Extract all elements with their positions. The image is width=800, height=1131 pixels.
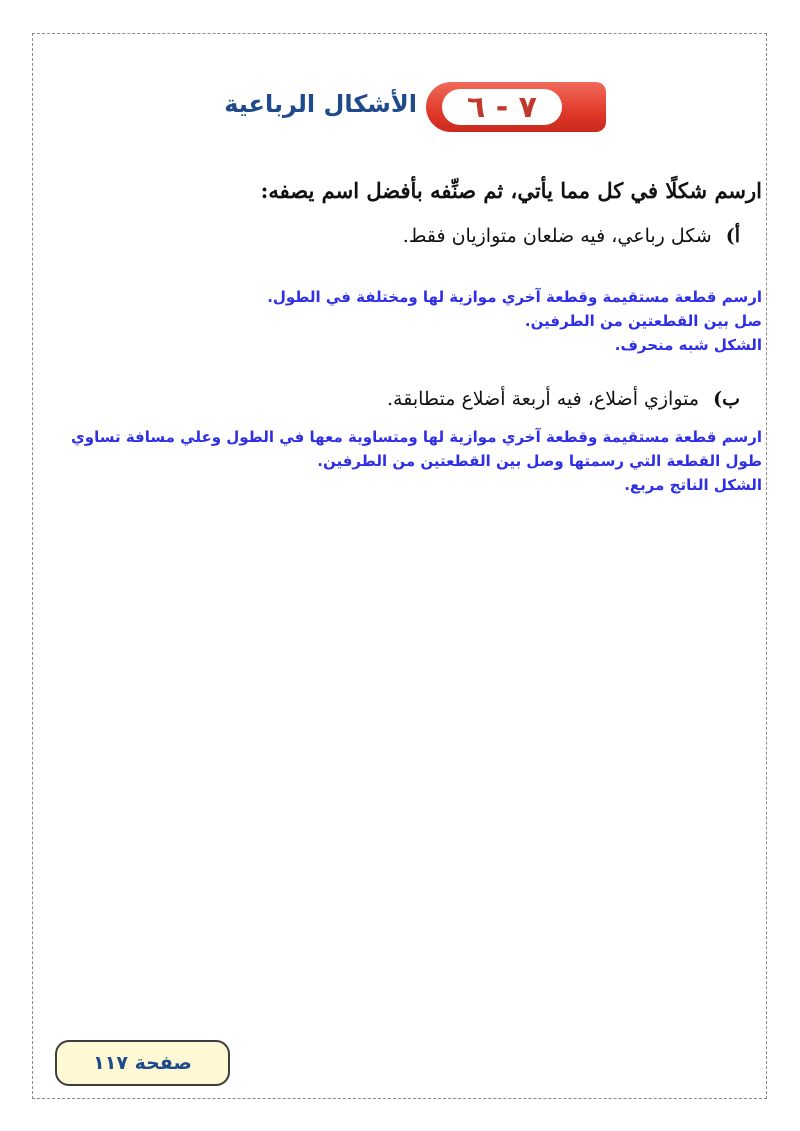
answer-a-line: ارسم قطعة مستقيمة وقطعة آخري موازية لها ومختلفة في الطول. — [267, 288, 762, 306]
answer-a-line: صل بين القطعتين من الطرفين. — [524, 312, 762, 330]
question-a — [80, 225, 740, 247]
answer-a — [32, 285, 762, 357]
lesson-number-pill — [442, 89, 562, 125]
question-a-text: شكل رباعي، فيه ضلعان متوازيان فقط. — [402, 225, 712, 247]
question-b-text: متوازي أضلاع، فيه أربعة أضلاع متطابقة. — [387, 388, 700, 410]
instruction-text: ارسم شكلًا في كل مما يأتي، ثم صنِّفه بأفضل اسم يصفه: — [260, 178, 762, 203]
lesson-number: ٧ - ٦ — [467, 89, 537, 125]
answer-b — [32, 425, 762, 497]
question-a-letter: أ) — [725, 225, 740, 247]
answer-a-line: الشكل شبه منحرف. — [614, 336, 762, 354]
page-number: صفحة ١١٧ — [93, 1052, 192, 1074]
question-b-letter: ب) — [713, 388, 740, 410]
lesson-number-badge — [426, 82, 606, 132]
lesson-header — [212, 82, 612, 132]
question-b — [80, 388, 740, 410]
lesson-title: الأشكال الرباعية — [224, 90, 417, 118]
answer-b-line: الشكل الناتج مربع. — [624, 476, 762, 494]
answer-b-line: طول القطعة التي رسمتها وصل بين القطعتين من الطرفين. — [317, 452, 762, 470]
answer-b-line: ارسم قطعة مستقيمة وقطعة آخري موازية لها ومتساوية معها في الطول وعلي مسافة تساوي — [71, 428, 762, 446]
page-number-badge — [55, 1040, 230, 1086]
